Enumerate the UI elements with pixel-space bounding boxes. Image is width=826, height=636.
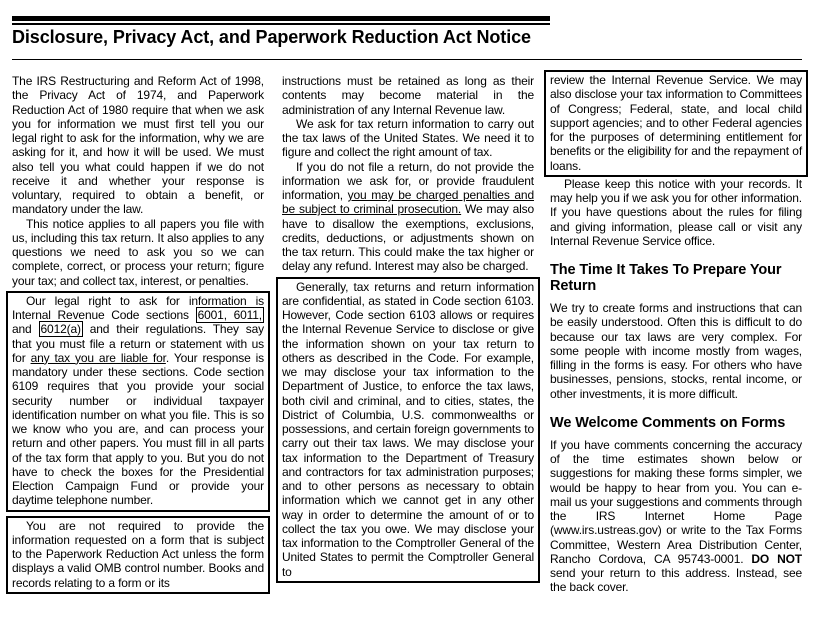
paragraph-notice-scope: This notice applies to all papers you file with us, including this tax return. It also applies to any questions we need to ask you so we can complete, correct, or process your return; figure your tax; and collect tax, interest, or penalties. — [12, 216, 264, 288]
paragraph-comments — [550, 438, 802, 595]
heading-comments: We Welcome Comments on Forms — [550, 414, 786, 431]
column-1 — [12, 74, 264, 594]
paragraph-disclosure: review the Internal Revenue Service. We may also disclose your tax information to Committees of Congress; Federal, state, and local child support agencies; and to other Federal agencies for the purposes of determining entitlement for benefits or the eligibility for and the repayment of loans. — [550, 73, 802, 173]
title-rule-thin — [12, 23, 550, 25]
paragraph-records-retention: instructions must be retained as long as their contents may become material in the administration of any Internal Revenue law. — [282, 74, 534, 117]
paragraph-legal-requirements: The IRS Restructuring and Reform Act of 1998, the Privacy Act of 1974, and Paperwork Reduction Act of 1980 require that when we ask you for information we must first tell you our legal right to ask for the information, why we are asking for it, and how it will be used. We must also tell you what could happen if we do not receive it and whether your response is voluntary, required to obtain a benefit, or mandatory under the law. — [12, 74, 264, 217]
title-underline — [12, 59, 802, 60]
text-segment: and their regulations. They say that you must file a return or statement with us for — [12, 322, 264, 365]
paragraph-penalties — [282, 160, 534, 274]
underlined-liability-text: any tax you are liable for — [30, 350, 166, 365]
paragraph-omb: You are not required to provide the information requested on a form that is subject to the Paperwork Reduction Act unless the form displays a valid OMB control number. Books and records relating to a form or its — [12, 518, 264, 590]
column-2 — [282, 74, 534, 583]
paragraph-confidentiality: Generally, tax returns and return information are confidential, as stated in Code section 6103. However, Code section 6103 allows or requires the Internal Revenue Service to disclose or give the information shown on your tax return to others as described in the Code. For example, we may disclose your tax information to the Department of Justice, to enforce the tax laws, both civil and criminal, and to cities, states, the District of Columbia, U.S. commonwealths or possessions, and certain foreign governments to carry out their tax laws. We may disclose your tax information to the Department of Treasury and contractors for tax administration purposes; and to other persons as necessary to obtain information which we cannot get in any other way in order to determine the amount of or to collect the tax you owe. We may disclose your tax information to the Comptroller General of the United States to permit the Comptroller General to — [282, 279, 534, 579]
text-segment: Our legal right to ask for information is Internal Revenue Code sections — [12, 293, 264, 322]
highlighted-code-section: 6012(a) — [40, 322, 81, 337]
paragraph-legal-right — [12, 294, 264, 508]
highlight-box-confidentiality — [276, 277, 540, 583]
highlight-box-disclosure — [544, 70, 808, 177]
heading-time-to-prepare: The Time It Takes To Prepare Your Return — [550, 262, 782, 294]
highlight-box-omb — [6, 516, 270, 594]
text-segment: . Your response is mandatory under these sections. Code section 6109 requires that you provide your social security number or individual taxpayer identification number on what you file. This is so we know who you are, and can process your return and other papers. You must fill in all parts of the tax form that apply to you. But you do not have to check the boxes for the Presidential Election Campaign Fund or provide your daytime telephone number. — [12, 350, 264, 508]
page-title: Disclosure, Privacy Act, and Paperwork Reduction Act Notice — [12, 27, 531, 47]
highlighted-code-sections: 6001, 6011, — [197, 308, 262, 322]
text-segment: send your return to this address. Instead, see the back cover. — [550, 566, 802, 595]
text-segment: We may also have to disallow the exemptions, exclusions, credits, deductions, or adjustments shown on the tax return. This could make the tax higher or delay any refund. Interest may also be charged. — [282, 202, 534, 274]
paragraph-keep-notice: Please keep this notice with your records. It may help you if we ask you for other information. If you have questions about the rules for filing and giving information, please call or visit any Internal Revenue Service office. — [550, 176, 802, 248]
highlight-box-legal-right — [6, 291, 270, 512]
paragraph-time-to-prepare: We try to create forms and instructions that can be easily understood. Often this is difficult to do because our tax laws are very complex. For some people with income mostly from wages, filling in the forms is easy. For others who have businesses, pensions, stocks, rental income, or other investments, it is more difficult. — [550, 301, 802, 401]
text-segment: and — [12, 322, 39, 337]
bold-do-not: DO NOT — [751, 551, 802, 566]
text-segment: If you do not file a return, do not provide the information we ask for, or provide fraudulent information, — [282, 159, 534, 202]
text-segment: If you have comments concerning the accuracy of the time estimates shown below or suggestions for making these forms simpler, we would be happy to hear from you. You can e-mail us your suggestions and comments through the IRS Internet Home Page (www.irs.ustreas.gov) or write to the Tax Forms Committee, Western Area Distribution Center, Rancho Cordova, CA 95743-0001. — [550, 437, 802, 566]
title-rule-thick — [12, 16, 550, 21]
underlined-penalty-text: you may be charged penalties and be subject to criminal prosecution. — [282, 188, 534, 217]
paragraph-why-ask: We ask for tax return information to carry out the tax laws of the United States. We need it to figure and collect the right amount of tax. — [282, 116, 534, 160]
column-3 — [550, 74, 802, 595]
